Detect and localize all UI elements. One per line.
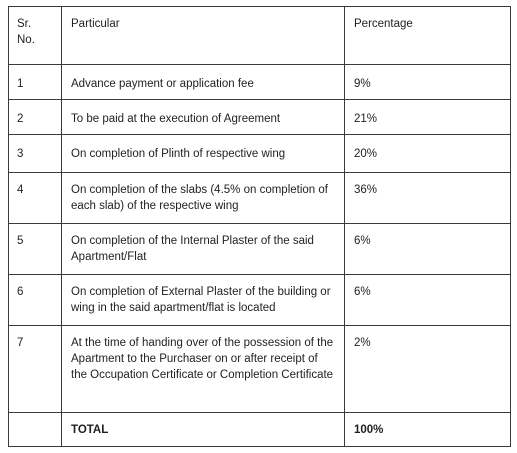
cell-sr: 3 [9, 135, 62, 173]
cell-particular: On completion of the slabs (4.5% on completion of each slab) of the respective wing [62, 173, 345, 224]
cell-percentage: 21% [345, 100, 511, 135]
table-row [9, 65, 511, 100]
table-header-row [9, 7, 511, 65]
cell-percentage: 9% [345, 65, 511, 100]
cell-sr: 4 [9, 173, 62, 224]
cell-particular: Advance payment or application fee [62, 65, 345, 100]
cell-percentage: 6% [345, 275, 511, 326]
header-sr-no: Sr. No. [9, 7, 62, 65]
table-row [9, 100, 511, 135]
cell-percentage: 20% [345, 135, 511, 173]
header-particular: Particular [62, 7, 345, 65]
cell-sr: 5 [9, 224, 62, 275]
payment-schedule-table-wrapper [8, 6, 510, 447]
payment-schedule-table [8, 6, 511, 447]
cell-percentage: 6% [345, 224, 511, 275]
total-row [9, 413, 511, 447]
table-row [9, 275, 511, 326]
cell-particular: On completion of the Internal Plaster of the said Apartment/Flat [62, 224, 345, 275]
table-row [9, 173, 511, 224]
cell-sr: 6 [9, 275, 62, 326]
header-percentage: Percentage [345, 7, 511, 65]
cell-particular: To be paid at the execution of Agreement [62, 100, 345, 135]
total-cell-sr [9, 413, 62, 447]
cell-percentage: 36% [345, 173, 511, 224]
table-row [9, 224, 511, 275]
cell-sr: 1 [9, 65, 62, 100]
table-row [9, 135, 511, 173]
cell-percentage: 2% [345, 326, 511, 413]
total-percentage: 100% [345, 413, 511, 447]
cell-particular: At the time of handing over of the possession of the Apartment to the Purchaser on or after receipt of the Occupation Certificate or Completion Certificate [62, 326, 345, 413]
table-row [9, 326, 511, 413]
cell-sr: 2 [9, 100, 62, 135]
cell-particular: On completion of External Plaster of the building or wing in the said apartment/flat is located [62, 275, 345, 326]
cell-particular: On completion of Plinth of respective wing [62, 135, 345, 173]
cell-sr: 7 [9, 326, 62, 413]
total-label: TOTAL [62, 413, 345, 447]
